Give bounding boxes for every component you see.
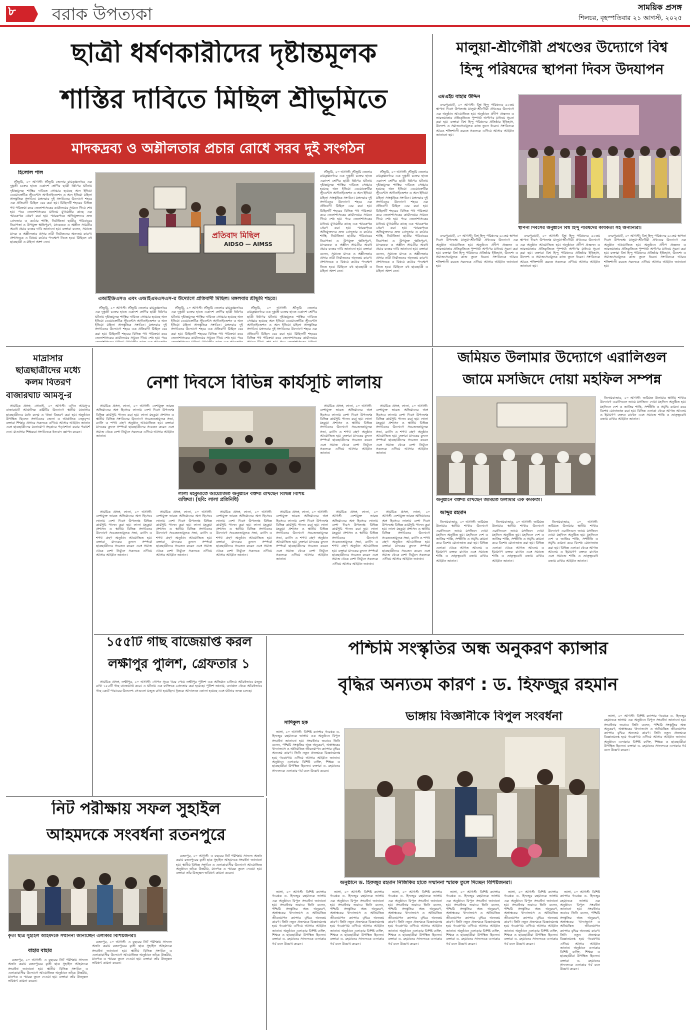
left-column-divider [92,348,93,796]
page-header [0,0,690,26]
nesha-body-col-3: সাময়িক প্রসঙ্গ, লালা, ২০ আগস্ট: নেশামুক্ত ভারত অভিযানের অঙ্গ হিসেবে লালায় নেশা দিবস উপলক্ষে বিভিন্ন কার্যসূচি পালন করা হয়। লালা মহকুমা প্রশাসন ও স্থানীয় বিভিন্ন সংগঠনের উদ্যোগে সচেতনতামূলক সভা, র‍্যালি ও শপথ গ্রহণ অনুষ্ঠান আয়োজিত হয়। বক্তারা মাদকের কুফল সম্পর্কে ছাত্রছাত্রীদের সচেতন করেন এবং সমাজ থেকে নেশা নির্মূলে সকলকে এগিয়ে আসার আহ্বান জানান। [376,404,428,456]
jamiat-byline: আব্দুর রহমান [440,510,467,516]
main-photo [95,172,315,294]
nesha-photo [178,406,316,490]
main-body-col-1: শ্রীভূমি, ২০ আগস্ট: শ্রীভূমি জেলার রামকৃষ্ণনগরে এক দুষ্কৃতী চক্রের হাতে একাদশ শ্রেণির ছাত্রী ধর্ষণের ঘটনায় দৃষ্টান্তমূলক শাস্তির দাবিতে সোচ্চার হয়েছে অল ইন্ডিয়া ডেমোক্রেটিক স্টুডেন্টস অর্গানাইজেশন ও অল ইন্ডিয়া মহিলা সাংস্কৃতিক সংগঠন। মঙ্গলবার দুই সংগঠনের উদ্যোগে শহরে এক প্রতিবাদী মিছিল বের করা হয়। মিছিলটি শহরের বিভিন্ন পথ পরিক্রমা করে জেলাশাসকের কার্যালয়ের সামনে গিয়ে শেষ হয়। পরে জেলাশাসকের মাধ্যমে মুখ্যমন্ত্রীর কাছে এক স্মারকপত্র প্রেরণ করা হয়। স্মারকপত্রে অভিযুক্তদের দ্রুত গ্রেফতার ও কঠোর শাস্তি, নির্যাতিতা ছাত্রীর পরিবারের নিরাপত্তা ও উপযুক্ত ক্ষতিপূরণ, মাদকদ্রব্য ও অশ্লীল সামগ্রীর অবাধ প্রচার বন্ধের দাবি জানানো হয়। বক্তারা বলেন, সমাজে মাদক ও অশ্লীলতার প্রসার নারী নির্যাতনের অন্যতম কারণ। প্রশাসনকে এ বিষয়ে কঠোর পদক্ষেপ নিতে হবে। মিছিলে বহু ছাত্রছাত্রী ও মহিলা অংশ নেন। [10,180,92,245]
culture-body-col-6: ভাঙ্গা, ২০ আগস্ট: বিশিষ্ট ক্যান্সার গবেষক ড. হিফজুর রহমানকে ভাঙ্গায় এক অনুষ্ঠানে বিপুল সংবর্ধনা জানানো হয়। সংবর্ধনার জবাবে তিনি বলেন, পশ্চিমি সংস্কৃতির অন্ধ অনুকরণ, অস্বাস্থ্যকর খাদ্যাভ্যাস ও অনিয়ন্ত্রিত জীবনযাপন ক্যান্সার বৃদ্ধির অন্যতম কারণ। তিনি নতুন প্রজন্মকে বিজ্ঞানমনস্ক হয়ে গবেষণায় এগিয়ে আসার আহ্বান জানান। অনুষ্ঠানে এলাকার বিশিষ্ট ব্যক্তি, শিক্ষক ও ছাত্রছাত্রীরা উপস্থিত ছিলেন। বক্তারা ড. রহমানের সাফল্যকে এলাকার গর্ব বলে উল্লেখ করেন। [446,890,500,946]
madrasa-headline-line-3: কলম বিতরণ [25,378,71,388]
section-divider-1 [6,346,684,347]
felicitation-photo-illustration [345,729,600,878]
culture-headline-line-2: বৃদ্ধির অন্যতম কারণ : ড. হিফজুর রহমান [338,676,618,695]
madrasa-subhead: বাজারঘাট আমসু-র [6,392,72,401]
culture-headline-line-1: পশ্চিমি সংস্কৃতির অন্ধ অনুকরণ ক্যান্সার [348,640,608,659]
nesha-body-col-1: সাময়িক প্রসঙ্গ, লালা, ২০ আগস্ট: নেশামুক্ত ভারত অভিযানের অঙ্গ হিসেবে লালায় নেশা দিবস উপলক্ষে বিভিন্ন কার্যসূচি পালন করা হয়। লালা মহকুমা প্রশাসন ও স্থানীয় বিভিন্ন সংগঠনের উদ্যোগে সচেতনতামূলক সভা, র‍্যালি ও শপথ গ্রহণ অনুষ্ঠান আয়োজিত হয়। বক্তারা মাদকের কুফল সম্পর্কে ছাত্রছাত্রীদের সচেতন করেন এবং সমাজ থেকে নেশা নির্মূলে সকলকে এগিয়ে আসার আহ্বান জানান। [96,404,174,439]
malua-byline: এমএইচ বাহার উদ্দিন [438,94,481,100]
nesha-body-col-5: সাময়িক প্রসঙ্গ, লালা, ২০ আগস্ট: নেশামুক্ত ভারত অভিযানের অঙ্গ হিসেবে লালায় নেশা দিবস উপলক্ষে বিভিন্ন কার্যসূচি পালন করা হয়। লালা মহকুমা প্রশাসন ও স্থানীয় বিভিন্ন সংগঠনের উদ্যোগে সচেতনতামূলক সভা, র‍্যালি ও শপথ গ্রহণ অনুষ্ঠান আয়োজিত হয়। বক্তারা মাদকের কুফল সম্পর্কে ছাত্রছাত্রীদের সচেতন করেন এবং সমাজ থেকে নেশা নির্মূলে সকলকে এগিয়ে আসার আহ্বান জানান। [156,510,212,557]
culture-body-col-5: ভাঙ্গা, ২০ আগস্ট: বিশিষ্ট ক্যান্সার গবেষক ড. হিফজুর রহমানকে ভাঙ্গায় এক অনুষ্ঠানে বিপুল সংবর্ধনা জানানো হয়। সংবর্ধনার জবাবে তিনি বলেন, পশ্চিমি সংস্কৃতির অন্ধ অনুকরণ, অস্বাস্থ্যকর খাদ্যাভ্যাস ও অনিয়ন্ত্রিত জীবনযাপন ক্যান্সার বৃদ্ধির অন্যতম কারণ। তিনি নতুন প্রজন্মকে বিজ্ঞানমনস্ক হয়ে গবেষণায় এগিয়ে আসার আহ্বান জানান। অনুষ্ঠানে এলাকার বিশিষ্ট ব্যক্তি, শিক্ষক ও ছাত্রছাত্রীরা উপস্থিত ছিলেন। বক্তারা ড. রহমানের সাফল্যকে এলাকার গর্ব বলে উল্লেখ করেন। [388,890,442,946]
malua-body-col-3: বদরপুরঘাট, ২০ আগস্ট: বিশ্ব হিন্দু পরিষদের ৬১তম স্থাপনা দিবস উপলক্ষে মালুয়া-শ্রীগৌরী প্রখণ্ডের উদ্যোগে এক অনুষ্ঠান আয়োজিত হয়। অনুষ্ঠানে প্রদীপ প্রজ্বলন ও ভারতমাতার প্রতিকৃতিতে পুষ্পার্ঘ্য অর্পণের মাধ্যমে সূচনা করা হয়। বক্তারা বিশ্ব হিন্দু পরিষদের প্রতিষ্ঠার ইতিহাস, উদ্দেশ্য ও সমাজসেবামূলক কাজ তুলে ধরেন। সংগঠনকে আরও শক্তিশালী করতে সকলকে এগিয়ে আসার আহ্বান জানানো হয়। [520,234,600,269]
nesha-body-col-7: সাময়িক প্রসঙ্গ, লালা, ২০ আগস্ট: নেশামুক্ত ভারত অভিযানের অঙ্গ হিসেবে লালায় নেশা দিবস উপলক্ষে বিভিন্ন কার্যসূচি পালন করা হয়। লালা মহকুমা প্রশাসন ও স্থানীয় বিভিন্ন সংগঠনের উদ্যোগে সচেতনতামূলক সভা, র‍্যালি ও শপথ গ্রহণ অনুষ্ঠান আয়োজিত হয়। বক্তারা মাদকের কুফল সম্পর্কে ছাত্রছাত্রীদের সচেতন করেন এবং সমাজ থেকে নেশা নির্মূলে সকলকে এগিয়ে আসার আহ্বান জানান। [276,510,328,562]
neet-body-col-3: রতনপুর, ২০ আগস্ট: এ বছরের নিট পরীক্ষায় সাফল্য অর্জন করায় রতনপুরের কৃতী ছাত্র সুহাইল আহমদকে সংবর্ধনা জানানো হয়। স্থানীয় বিভিন্ন সংগঠন ও এলাকাবাসীর উদ্যোগে আয়োজিত অনুষ্ঠানে তাঁকে উত্তরীয়, মানপত্র ও স্মারক তুলে দেওয়া হয়। বক্তারা তাঁর উজ্জ্বল ভবিষ্যৎ কামনা করেন। [176,854,262,876]
nesha-body-col-9: সাময়িক প্রসঙ্গ, লালা, ২০ আগস্ট: নেশামুক্ত ভারত অভিযানের অঙ্গ হিসেবে লালায় নেশা দিবস উপলক্ষে বিভিন্ন কার্যসূচি পালন করা হয়। লালা মহকুমা প্রশাসন ও স্থানীয় বিভিন্ন সংগঠনের উদ্যোগে সচেতনতামূলক সভা, র‍্যালি ও শপথ গ্রহণ অনুষ্ঠান আয়োজিত হয়। বক্তারা মাদকের কুফল সম্পর্কে ছাত্রছাত্রীদের সচেতন করেন এবং সমাজ থেকে নেশা নির্মূলে সকলকে এগিয়ে আসার আহ্বান জানান। [382,510,430,562]
main-body-col-6: শ্রীভূমি, ২০ আগস্ট: শ্রীভূমি জেলার রামকৃষ্ণনগরে এক দুষ্কৃতী চক্রের হাতে একাদশ শ্রেণির ছাত্রী ধর্ষণের ঘটনায় দৃষ্টান্তমূলক শাস্তির দাবিতে সোচ্চার হয়েছে অল ইন্ডিয়া ডেমোক্রেটিক স্টুডেন্টস অর্গানাইজেশন ও অল ইন্ডিয়া মহিলা সাংস্কৃতিক সংগঠন। মঙ্গলবার দুই সংগঠনের উদ্যোগে শহরে এক প্রতিবাদী মিছিল বের করা হয়। মিছিলটি শহরের বিভিন্ন পথ পরিক্রমা করে জেলাশাসকের কার্যালয়ের সামনে গিয়ে শেষ হয়। পরে জেলাশাসকের মাধ্যমে মুখ্যমন্ত্রীর কাছে এক স্মারকপত্র প্রেরণ করা হয়। স্মারকপত্রে অভিযুক্তদের দ্রুত গ্রেফতার ও কঠোর শাস্তি, নির্যাতিতা ছাত্রীর পরিবারের নিরাপত্তা ও উপযুক্ত ক্ষতিপূরণ, মাদকদ্রব্য ও অশ্লীল সামগ্রীর অবাধ প্রচার বন্ধের দাবি জানানো হয়। বক্তারা বলেন, সমাজে মাদক ও অশ্লীলতার প্রসার নারী নির্যাতনের অন্যতম কারণ। প্রশাসনকে এ বিষয়ে কঠোর পদক্ষেপ নিতে হবে। মিছিলে বহু ছাত্রছাত্রী ও মহিলা অংশ নেন। [376,170,428,273]
malua-body-col-2: বদরপুরঘাট, ২০ আগস্ট: বিশ্ব হিন্দু পরিষদের ৬১তম স্থাপনা দিবস উপলক্ষে মালুয়া-শ্রীগৌরী প্রখণ্ডের উদ্যোগে এক অনুষ্ঠান আয়োজিত হয়। অনুষ্ঠানে প্রদীপ প্রজ্বলন ও ভারতমাতার প্রতিকৃতিতে পুষ্পার্ঘ্য অর্পণের মাধ্যমে সূচনা করা হয়। বক্তারা বিশ্ব হিন্দু পরিষদের প্রতিষ্ঠার ইতিহাস, উদ্দেশ্য ও সমাজসেবামূলক কাজ তুলে ধরেন। সংগঠনকে আরও শক্তিশালী করতে সকলকে এগিয়ে আসার আহ্বান জানানো হয়। [436,234,518,269]
header-rule [0,25,690,27]
mosque-gathering-illustration [437,397,596,496]
page-number: ৮ [8,5,16,18]
culture-body-col-4: ভাঙ্গা, ২০ আগস্ট: বিশিষ্ট ক্যান্সার গবেষক ড. হিফজুর রহমানকে ভাঙ্গায় এক অনুষ্ঠানে বিপুল সংবর্ধনা জানানো হয়। সংবর্ধনার জবাবে তিনি বলেন, পশ্চিমি সংস্কৃতির অন্ধ অনুকরণ, অস্বাস্থ্যকর খাদ্যাভ্যাস ও অনিয়ন্ত্রিত জীবনযাপন ক্যান্সার বৃদ্ধির অন্যতম কারণ। তিনি নতুন প্রজন্মকে বিজ্ঞানমনস্ক হয়ে গবেষণায় এগিয়ে আসার আহ্বান জানান। অনুষ্ঠানে এলাকার বিশিষ্ট ব্যক্তি, শিক্ষক ও ছাত্রছাত্রীরা উপস্থিত ছিলেন। বক্তারা ড. রহমানের সাফল্যকে এলাকার গর্ব বলে উল্লেখ করেন। [330,890,384,946]
neet-headline-line-1: নিট পরীক্ষায় সফল সুহাইল [51,800,221,818]
neet-body-col-2: রতনপুর, ২০ আগস্ট: এ বছরের নিট পরীক্ষায় সাফল্য অর্জন করায় রতনপুরের কৃতী ছাত্র সুহাইল আহমদকে সংবর্ধনা জানানো হয়। স্থানীয় বিভিন্ন সংগঠন ও এলাকাবাসীর উদ্যোগে আয়োজিত অনুষ্ঠানে তাঁকে উত্তরীয়, মানপত্র ও স্মারক তুলে দেওয়া হয়। বক্তারা তাঁর উজ্জ্বল ভবিষ্যৎ কামনা করেন। [92,940,172,966]
jamiat-body-col-1: নিলামবাজার, ২০ আগস্ট: জমিয়ত উলামার স্থানীয় শাখার উদ্যোগে এরালিগুল জামে মসজিদে দোয়া মহফিল অনুষ্ঠিত হয়। মহফিলে দেশ ও জাতির শান্তি, সম্প্রীতি ও সমৃদ্ধি কামনা করে বিশেষ মোনাজাত করা হয়। বিভিন্ন এলাকা থেকে আগত আলেম ও ইমামগণ বক্তব্য রাখেন এবং সমাজে শান্তি ও ভ্রাতৃত্ববোধ বজায় রাখার আহ্বান জানান। [600,396,686,422]
neet-felicitation-illustration [9,855,168,932]
main-photo-caption: এআইডিএসও এবং এআইএমএসএস-র উদ্যোগে প্রতিবাদী মিছিল। মঙ্গলবার শ্রীভূমি শহরে। [98,296,277,302]
culture-body-col-7: ভাঙ্গা, ২০ আগস্ট: বিশিষ্ট ক্যান্সার গবেষক ড. হিফজুর রহমানকে ভাঙ্গায় এক অনুষ্ঠানে বিপুল সংবর্ধনা জানানো হয়। সংবর্ধনার জবাবে তিনি বলেন, পশ্চিমি সংস্কৃতির অন্ধ অনুকরণ, অস্বাস্থ্যকর খাদ্যাভ্যাস ও অনিয়ন্ত্রিত জীবনযাপন ক্যান্সার বৃদ্ধির অন্যতম কারণ। তিনি নতুন প্রজন্মকে বিজ্ঞানমনস্ক হয়ে গবেষণায় এগিয়ে আসার আহ্বান জানান। অনুষ্ঠানে এলাকার বিশিষ্ট ব্যক্তি, শিক্ষক ও ছাত্রছাত্রীরা উপস্থিত ছিলেন। বক্তারা ড. রহমানের সাফল্যকে এলাকার গর্ব বলে উল্লেখ করেন। [504,890,558,946]
photo-banner-text: প্রতিবাদ মিছিল [212,231,260,240]
rally-photo-illustration [96,173,315,294]
malua-photo-caption: স্থাপনা দিবসের অনুষ্ঠানে বিশ্ব হিন্দু পরিষদের কার্যকর্তা সহ অন্যান্যরা। [518,226,642,231]
malua-photo [518,94,682,224]
main-body-col-5: শ্রীভূমি, ২০ আগস্ট: শ্রীভূমি জেলার রামকৃষ্ণনগরে এক দুষ্কৃতী চক্রের হাতে একাদশ শ্রেণির ছাত্রী ধর্ষণের ঘটনায় দৃষ্টান্তমূলক শাস্তির দাবিতে সোচ্চার হয়েছে অল ইন্ডিয়া ডেমোক্রেটিক স্টুডেন্টস অর্গানাইজেশন ও অল ইন্ডিয়া মহিলা সাংস্কৃতিক সংগঠন। মঙ্গলবার দুই সংগঠনের উদ্যোগে শহরে এক প্রতিবাদী মিছিল বের করা হয়। মিছিলটি শহরের বিভিন্ন পথ পরিক্রমা করে জেলাশাসকের কার্যালয়ের সামনে গিয়ে শেষ হয়। পরে জেলাশাসকের মাধ্যমে মুখ্যমন্ত্রীর কাছে এক স্মারকপত্র প্রেরণ করা হয়। স্মারকপত্রে অভিযুক্তদের দ্রুত গ্রেফতার ও কঠোর শাস্তি, নির্যাতিতা ছাত্রীর পরিবারের নিরাপত্তা ও উপযুক্ত ক্ষতিপূরণ, মাদকদ্রব্য ও অশ্লীল সামগ্রীর অবাধ প্রচার বন্ধের দাবি জানানো হয়। বক্তারা বলেন, সমাজে মাদক ও অশ্লীলতার প্রসার নারী নির্যাতনের অন্যতম কারণ। প্রশাসনকে এ বিষয়ে কঠোর পদক্ষেপ নিতে হবে। মিছিলে বহু ছাত্রছাত্রী ও মহিলা অংশ নেন। [320,170,372,273]
jamiat-headline-line-2: জামে মসজিদে দোয়া মহফিল সম্পন্ন [462,372,662,388]
culture-subhead: ভাঙ্গায় বিজ্ঞানীকে বিপুল সংবর্ধনা [405,710,563,723]
section-divider-2 [94,634,684,635]
malua-body-col-1: বদরপুরঘাট, ২০ আগস্ট: বিশ্ব হিন্দু পরিষদের ৬১তম স্থাপনা দিবস উপলক্ষে মালুয়া-শ্রীগৌরী প্রখণ্ডের উদ্যোগে এক অনুষ্ঠান আয়োজিত হয়। অনুষ্ঠানে প্রদীপ প্রজ্বলন ও ভারতমাতার প্রতিকৃতিতে পুষ্পার্ঘ্য অর্পণের মাধ্যমে সূচনা করা হয়। বক্তারা বিশ্ব হিন্দু পরিষদের প্রতিষ্ঠার ইতিহাস, উদ্দেশ্য ও সমাজসেবামূলক কাজ তুলে ধরেন। সংগঠনকে আরও শক্তিশালী করতে সকলকে এগিয়ে আসার আহ্বান জানানো হয়। [436,103,514,138]
nesha-body-col-8: সাময়িক প্রসঙ্গ, লালা, ২০ আগস্ট: নেশামুক্ত ভারত অভিযানের অঙ্গ হিসেবে লালায় নেশা দিবস উপলক্ষে বিভিন্ন কার্যসূচি পালন করা হয়। লালা মহকুমা প্রশাসন ও স্থানীয় বিভিন্ন সংগঠনের উদ্যোগে সচেতনতামূলক সভা, র‍্যালি ও শপথ গ্রহণ অনুষ্ঠান আয়োজিত হয়। বক্তারা মাদকের কুফল সম্পর্কে ছাত্রছাত্রীদের সচেতন করেন এবং সমাজ থেকে নেশা নির্মূলে সকলকে এগিয়ে আসার আহ্বান জানান। [332,510,378,566]
issue-date: শিলচর, বৃহস্পতিবার ২১ আগস্ট, ২০২৫ [578,14,682,22]
madrasa-body: সাময়িক প্রসঙ্গ, সোনাই, ২০ আগস্ট: এদিন আমসু-র বাজারঘাট আঞ্চলিক কমিটির উদ্যোগে স্থানীয় মাদ্রাসার ছাত্রছাত্রীদের মধ্যে কলম ও খাতা বিতরণ করা হয়। অনুষ্ঠানে উপস্থিত ছিলেন সংগঠনের জেলা ও আঞ্চলিক নেতৃবৃন্দ। বক্তারা শিক্ষার প্রসারে সকলকে এগিয়ে আসার আহ্বান জানান এবং ছাত্রছাত্রীদের মনোযোগ সহকারে পড়াশোনা করার পরামর্শ দেন। মাদ্রাসার শিক্ষকরা সংগঠনকে ধন্যবাদ জ্ঞাপন করেন। [6,404,90,434]
main-body-col-2: শ্রীভূমি, ২০ আগস্ট: শ্রীভূমি জেলার রামকৃষ্ণনগরে এক দুষ্কৃতী চক্রের হাতে একাদশ শ্রেণির ছাত্রী ধর্ষণের ঘটনায় দৃষ্টান্তমূলক শাস্তির দাবিতে সোচ্চার হয়েছে অল ইন্ডিয়া ডেমোক্রেটিক স্টুডেন্টস অর্গানাইজেশন ও অল ইন্ডিয়া মহিলা সাংস্কৃতিক সংগঠন। মঙ্গলবার দুই সংগঠনের উদ্যোগে শহরে এক প্রতিবাদী মিছিল বের করা হয়। মিছিলটি শহরের বিভিন্ন পথ পরিক্রমা করে জেলাশাসকের কার্যালয়ের সামনে গিয়ে শেষ হয়। পরে [95,306,167,341]
meeting-photo-illustration [179,407,316,490]
trees-body: সাময়িক প্রসঙ্গ, লক্ষীপুর, ২০ আগস্ট: গোপন সূত্রে খবর পেয়ে লক্ষীপুর পুলিশ এক অভিযান চালিয়ে অবৈধভাবে মজুত রাখা ১৫৫টি গাছ বাজেয়াপ্ত করে। এ ঘটনায় এক ব্যক্তিকে গ্রেফতার করা হয়েছে। পুলিশ জানায়, বনাঞ্চল থেকে অবৈধভাবে গাছ কেটে পাচারের উদ্দেশ্যে সেগুলো মজুত রাখা হয়েছিল। ধৃতকে আদালতে তোলা হয়েছে এবং ঘটনার তদন্ত চলছে। [96,680,262,693]
section-title: বরাক উপত্যকা [52,5,153,25]
nesha-body-col-2: সাময়িক প্রসঙ্গ, লালা, ২০ আগস্ট: নেশামুক্ত ভারত অভিযানের অঙ্গ হিসেবে লালায় নেশা দিবস উপলক্ষে বিভিন্ন কার্যসূচি পালন করা হয়। লালা মহকুমা প্রশাসন ও স্থানীয় বিভিন্ন সংগঠনের উদ্যোগে সচেতনতামূলক সভা, র‍্যালি ও শপথ গ্রহণ অনুষ্ঠান আয়োজিত হয়। বক্তারা মাদকের কুফল সম্পর্কে ছাত্রছাত্রীদের সচেতন করেন এবং সমাজ থেকে নেশা নির্মূলে সকলকে এগিয়ে আসার আহ্বান জানান। [320,404,372,456]
column-divider-4 [266,798,267,1030]
nesha-photo-caption: লালা মহকুমাতে আয়োজিত অনুষ্ঠানে বক্তব্য রাখছেন বিভিন্ন বিশিষ্ট ব্যক্তিরা। (ছবি: লালা প্রতিনিধি) [178,492,305,503]
culture-photo-caption: অনুষ্ঠানে ড. হিফজুর রহমান নিজিকির হাতে সম্মাননা স্মারক তুলে দিচ্ছেন বিশিষ্টজনরা। [340,880,512,886]
neet-headline-line-2: আহমদকে সংবর্ধনা রতনপুরে [46,826,226,844]
neet-photo [8,854,168,932]
jamiat-body-col-3: নিলামবাজার, ২০ আগস্ট: জমিয়ত উলামার স্থানীয় শাখার উদ্যোগে এরালিগুল জামে মসজিদে দোয়া মহফিল অনুষ্ঠিত হয়। মহফিলে দেশ ও জাতির শান্তি, সম্প্রীতি ও সমৃদ্ধি কামনা করে বিশেষ মোনাজাত করা হয়। বিভিন্ন এলাকা থেকে আগত আলেম ও ইমামগণ বক্তব্য রাখেন এবং সমাজে শান্তি ও ভ্রাতৃত্ববোধ বজায় রাখার আহ্বান জানান। [492,520,544,563]
culture-body-col-3: ভাঙ্গা, ২০ আগস্ট: বিশিষ্ট ক্যান্সার গবেষক ড. হিফজুর রহমানকে ভাঙ্গায় এক অনুষ্ঠানে বিপুল সংবর্ধনা জানানো হয়। সংবর্ধনার জবাবে তিনি বলেন, পশ্চিমি সংস্কৃতির অন্ধ অনুকরণ, অস্বাস্থ্যকর খাদ্যাভ্যাস ও অনিয়ন্ত্রিত জীবনযাপন ক্যান্সার বৃদ্ধির অন্যতম কারণ। তিনি নতুন প্রজন্মকে বিজ্ঞানমনস্ক হয়ে গবেষণায় এগিয়ে আসার আহ্বান জানান। অনুষ্ঠানে এলাকার বিশিষ্ট ব্যক্তি, শিক্ষক ও ছাত্রছাত্রীরা উপস্থিত ছিলেন। বক্তারা ড. রহমানের সাফল্যকে এলাকার গর্ব বলে উল্লেখ করেন। [272,890,326,946]
malua-headline-line-1: মালুয়া-শ্রীগৌরী প্রখণ্ডের উদ্যোগে বিশ্ব [456,40,668,56]
neet-body-col-1: রতনপুর, ২০ আগস্ট: এ বছরের নিট পরীক্ষায় সাফল্য অর্জন করায় রতনপুরের কৃতী ছাত্র সুহাইল আহমদকে সংবর্ধনা জানানো হয়। স্থানীয় বিভিন্ন সংগঠন ও এলাকাবাসীর উদ্যোগে আয়োজিত অনুষ্ঠানে তাঁকে উত্তরীয়, মানপত্র ও স্মারক তুলে দেওয়া হয়। বক্তারা তাঁর উজ্জ্বল ভবিষ্যৎ কামনা করেন। [8,958,88,984]
column-divider-3 [266,636,267,796]
group-photo-illustration [519,95,682,224]
jamiat-photo-caption: অনুষ্ঠানে বক্তব্য রাখছেন জমিয়ত উলামার এক কর্মকর্তা। [436,498,542,503]
nesha-headline: নেশা দিবসে বিভিন্ন কার্যসূচি লালায় [146,374,382,393]
trees-headline-line-1: ১৫৫টি গাছ বাজেয়াপ্ত করল [106,636,252,650]
jamiat-headline-line-1: জমিয়ত উলামার উদ্যোগে এরালিগুল [457,350,667,366]
main-subhead: মাদকদ্রব্য ও অশ্লীলতার প্রচার রোধে সরব দুই সংগঠন [71,141,365,157]
malua-headline-line-2: হিন্দু পরিষদের স্থাপনা দিবস উদযাপন [460,62,664,78]
culture-body-col-2: ভাঙ্গা, ২০ আগস্ট: বিশিষ্ট ক্যান্সার গবেষক ড. হিফজুর রহমানকে ভাঙ্গায় এক অনুষ্ঠানে বিপুল সংবর্ধনা জানানো হয়। সংবর্ধনার জবাবে তিনি বলেন, পশ্চিমি সংস্কৃতির অন্ধ অনুকরণ, অস্বাস্থ্যকর খাদ্যাভ্যাস ও অনিয়ন্ত্রিত জীবনযাপন ক্যান্সার বৃদ্ধির অন্যতম কারণ। তিনি নতুন প্রজন্মকে বিজ্ঞানমনস্ক হয়ে গবেষণায় এগিয়ে আসার আহ্বান জানান। অনুষ্ঠানে এলাকার বিশিষ্ট ব্যক্তি, শিক্ষক ও ছাত্রছাত্রীরা উপস্থিত ছিলেন। বক্তারা ড. রহমানের সাফল্যকে এলাকার গর্ব বলে উল্লেখ করেন। [604,714,686,753]
main-byline: হিলোল পাল [18,170,44,176]
jamiat-body-col-2: নিলামবাজার, ২০ আগস্ট: জমিয়ত উলামার স্থানীয় শাখার উদ্যোগে এরালিগুল জামে মসজিদে দোয়া মহফিল অনুষ্ঠিত হয়। মহফিলে দেশ ও জাতির শান্তি, সম্প্রীতি ও সমৃদ্ধি কামনা করে বিশেষ মোনাজাত করা হয়। বিভিন্ন এলাকা থেকে আগত আলেম ও ইমামগণ বক্তব্য রাখেন এবং সমাজে শান্তি ও ভ্রাতৃত্ববোধ বজায় রাখার আহ্বান জানান। [436,520,488,563]
main-headline-line-2: শাস্তির দাবিতে মিছিল শ্রীভূমিতে [60,86,388,115]
culture-body-col-1: ভাঙ্গা, ২০ আগস্ট: বিশিষ্ট ক্যান্সার গবেষক ড. হিফজুর রহমানকে ভাঙ্গায় এক অনুষ্ঠানে বিপুল সংবর্ধনা জানানো হয়। সংবর্ধনার জবাবে তিনি বলেন, পশ্চিমি সংস্কৃতির অন্ধ অনুকরণ, অস্বাস্থ্যকর খাদ্যাভ্যাস ও অনিয়ন্ত্রিত জীবনযাপন ক্যান্সার বৃদ্ধির অন্যতম কারণ। তিনি নতুন প্রজন্মকে বিজ্ঞানমনস্ক হয়ে গবেষণায় এগিয়ে আসার আহ্বান জানান। অনুষ্ঠানে এলাকার বিশিষ্ট ব্যক্তি, শিক্ষক ও ছাত্রছাত্রীরা উপস্থিত ছিলেন। বক্তারা ড. রহমানের সাফল্যকে এলাকার গর্ব বলে উল্লেখ করেন। [272,730,340,773]
neet-photo-caption: কৃতী ছাত্র সুহাইল আহমদকে সম্মাননা জানাচ্ছেন এলাকার বিশিষ্টজনরা। [8,934,137,939]
malua-body-col-4: বদরপুরঘাট, ২০ আগস্ট: বিশ্ব হিন্দু পরিষদের ৬১তম স্থাপনা দিবস উপলক্ষে মালুয়া-শ্রীগৌরী প্রখণ্ডের উদ্যোগে এক অনুষ্ঠান আয়োজিত হয়। অনুষ্ঠানে প্রদীপ প্রজ্বলন ও ভারতমাতার প্রতিকৃতিতে পুষ্পার্ঘ্য অর্পণের মাধ্যমে সূচনা করা হয়। বক্তারা বিশ্ব হিন্দু পরিষদের প্রতিষ্ঠার ইতিহাস, উদ্দেশ্য ও সমাজসেবামূলক কাজ তুলে ধরেন। সংগঠনকে আরও শক্তিশালী করতে সকলকে এগিয়ে আসার আহ্বান জানানো হয়। [604,234,686,269]
trees-headline-line-2: লক্ষীপুর পুলিশ, গ্রেফতার ১ [108,658,250,672]
photo-banner-org: AIDSO — AIMSS [224,242,273,248]
main-body-col-4: শ্রীভূমি, ২০ আগস্ট: শ্রীভূমি জেলার রামকৃষ্ণনগরে এক দুষ্কৃতী চক্রের হাতে একাদশ শ্রেণির ছাত্রী ধর্ষণের ঘটনায় দৃষ্টান্তমূলক শাস্তির দাবিতে সোচ্চার হয়েছে অল ইন্ডিয়া ডেমোক্রেটিক স্টুডেন্টস অর্গানাইজেশন ও অল ইন্ডিয়া মহিলা সাংস্কৃতিক সংগঠন। মঙ্গলবার দুই সংগঠনের উদ্যোগে শহরে এক প্রতিবাদী মিছিল বের করা হয়। মিছিলটি শহরের বিভিন্ন পথ পরিক্রমা করে জেলাশাসকের কার্যালয়ের [247,306,317,341]
madrasa-headline-line-2: ছাত্রছাত্রীদের মধ্যে [15,366,81,376]
jamiat-body-col-4: নিলামবাজার, ২০ আগস্ট: জমিয়ত উলামার স্থানীয় শাখার উদ্যোগে এরালিগুল জামে মসজিদে দোয়া মহফিল অনুষ্ঠিত হয়। মহফিলে দেশ ও জাতির শান্তি, সম্প্রীতি ও সমৃদ্ধি কামনা করে বিশেষ মোনাজাত করা হয়। বিভিন্ন এলাকা থেকে আগত আলেম ও ইমামগণ বক্তব্য রাখেন এবং সমাজে শান্তি ও ভ্রাতৃত্ববোধ বজায় রাখার আহ্বান জানান। [548,520,598,563]
culture-body-col-8: ভাঙ্গা, ২০ আগস্ট: বিশিষ্ট ক্যান্সার গবেষক ড. হিফজুর রহমানকে ভাঙ্গায় এক অনুষ্ঠানে বিপুল সংবর্ধনা জানানো হয়। সংবর্ধনার জবাবে তিনি বলেন, পশ্চিমি সংস্কৃতির অন্ধ অনুকরণ, অস্বাস্থ্যকর খাদ্যাভ্যাস ও অনিয়ন্ত্রিত জীবনযাপন ক্যান্সার বৃদ্ধির অন্যতম কারণ। তিনি নতুন প্রজন্মকে বিজ্ঞানমনস্ক হয়ে গবেষণায় এগিয়ে আসার আহ্বান জানান। অনুষ্ঠানে এলাকার বিশিষ্ট ব্যক্তি, শিক্ষক ও ছাত্রছাত্রীরা উপস্থিত ছিলেন। বক্তারা ড. রহমানের সাফল্যকে এলাকার গর্ব বলে উল্লেখ করেন। [560,890,600,972]
column-divider-2 [432,348,433,634]
culture-byline: সাদিকুল হক [284,720,308,726]
column-divider [432,34,433,346]
nesha-body-col-6: সাময়িক প্রসঙ্গ, লালা, ২০ আগস্ট: নেশামুক্ত ভারত অভিযানের অঙ্গ হিসেবে লালায় নেশা দিবস উপলক্ষে বিভিন্ন কার্যসূচি পালন করা হয়। লালা মহকুমা প্রশাসন ও স্থানীয় বিভিন্ন সংগঠনের উদ্যোগে সচেতনতামূলক সভা, র‍্যালি ও শপথ গ্রহণ অনুষ্ঠান আয়োজিত হয়। বক্তারা মাদকের কুফল সম্পর্কে ছাত্রছাত্রীদের সচেতন করেন এবং সমাজ থেকে নেশা নির্মূলে সকলকে এগিয়ে আসার আহ্বান জানান। [216,510,272,557]
culture-photo [344,728,600,878]
nesha-body-col-4: সাময়িক প্রসঙ্গ, লালা, ২০ আগস্ট: নেশামুক্ত ভারত অভিযানের অঙ্গ হিসেবে লালায় নেশা দিবস উপলক্ষে বিভিন্ন কার্যসূচি পালন করা হয়। লালা মহকুমা প্রশাসন ও স্থানীয় বিভিন্ন সংগঠনের উদ্যোগে সচেতনতামূলক সভা, র‍্যালি ও শপথ গ্রহণ অনুষ্ঠান আয়োজিত হয়। বক্তারা মাদকের কুফল সম্পর্কে ছাত্রছাত্রীদের সচেতন করেন এবং সমাজ থেকে নেশা নির্মূলে সকলকে এগিয়ে আসার আহ্বান জানান। [96,510,152,557]
main-body-col-3: শ্রীভূমি, ২০ আগস্ট: শ্রীভূমি জেলার রামকৃষ্ণনগরে এক দুষ্কৃতী চক্রের হাতে একাদশ শ্রেণির ছাত্রী ধর্ষণের ঘটনায় দৃষ্টান্তমূলক শাস্তির দাবিতে সোচ্চার হয়েছে অল ইন্ডিয়া ডেমোক্রেটিক স্টুডেন্টস অর্গানাইজেশন ও অল ইন্ডিয়া মহিলা সাংস্কৃতিক সংগঠন। মঙ্গলবার দুই সংগঠনের উদ্যোগে শহরে এক প্রতিবাদী মিছিল বের করা হয়। মিছিলটি শহরের বিভিন্ন পথ পরিক্রমা করে জেলাশাসকের কার্যালয়ের সামনে গিয়ে শেষ হয়। পরে [171,306,243,341]
section-divider-3 [6,796,264,797]
neet-byline: বাহার বাহার [28,948,52,954]
paper-name: সাময়িক প্রসঙ্গ [638,3,682,12]
madrasa-headline-line-1: মাদ্রাসার [33,354,63,364]
main-headline-line-1: ছাত্রী ধর্ষণকারীদের দৃষ্টান্তমূলক [71,40,377,69]
jamiat-photo [436,396,596,496]
